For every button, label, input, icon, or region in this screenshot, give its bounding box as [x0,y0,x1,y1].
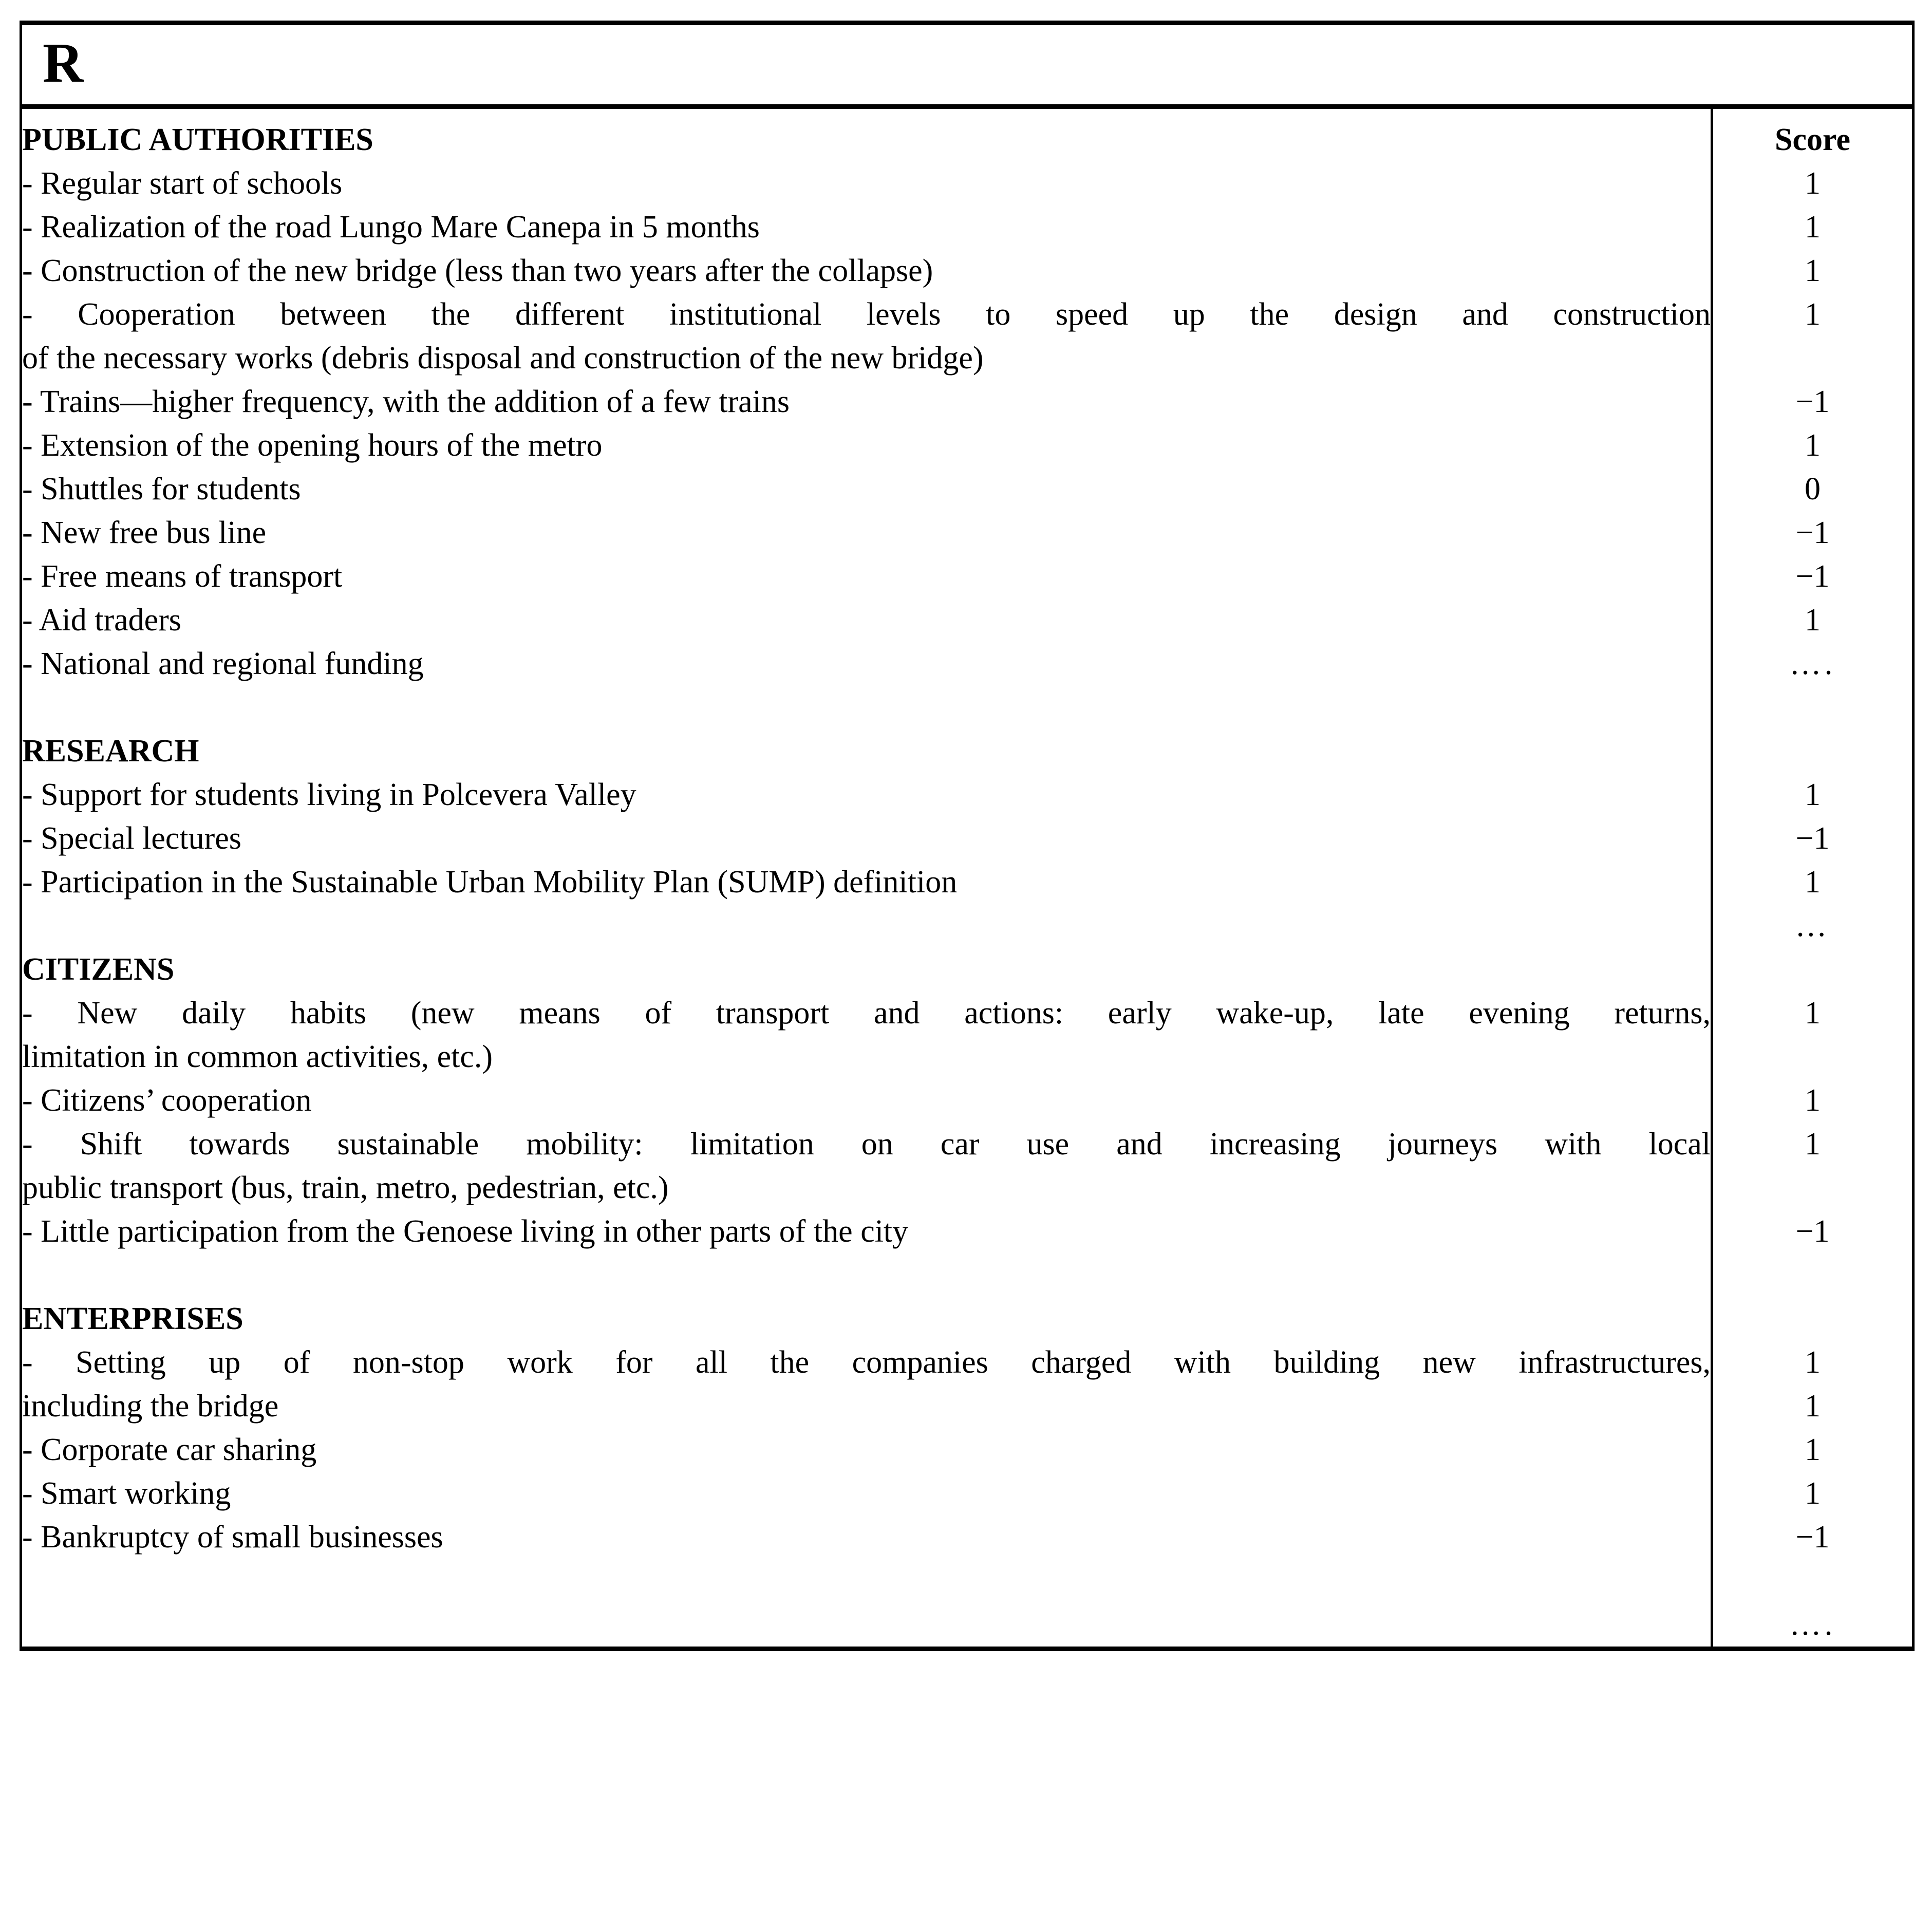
score-value: 1 [1805,777,1821,812]
score-value: 1 [1805,1127,1821,1162]
group-heading-enterprises: ENTERPRISES [22,1301,243,1336]
score-value: −1 [1795,1214,1830,1249]
score-value: 1 [1805,297,1821,332]
group-heading-citizens: CITIZENS [22,952,175,987]
score-value: 1 [1805,253,1821,288]
list-item-line1: - New daily habits (new means of transport and actions: early wake-up, late evening returns, [22,996,1711,1031]
score-blank [1713,1166,1912,1210]
list-item: - Support for students living in Polcevera Valley [22,777,636,812]
list-item: - Free means of transport [22,559,343,594]
list-item-line1: - Cooperation between the different institutional levels to speed up the design and construction [22,297,1711,332]
score-rows [1713,109,1912,1647]
list-item-line1: - Setting up of non-stop work for all the companies charged with building new infrastructures, [22,1345,1711,1380]
list-item-line2: including the bridge [22,1389,279,1424]
list-item: - Corporate car sharing [22,1432,317,1467]
top-padding [22,109,1711,118]
section-spacer [22,1254,1711,1297]
list-item: - New free bus line [22,515,267,550]
list-item: - Special lectures [22,821,241,856]
score-blank [1713,1035,1912,1079]
list-item: - Aid traders [22,603,181,638]
section-spacer [22,686,1711,729]
score-column [1712,107,1914,1649]
list-item: - Citizens’ cooperation [22,1083,312,1118]
section-spacer [22,904,1711,948]
score-blank [1713,336,1912,380]
score-value: −1 [1795,1520,1830,1555]
score-value: 1 [1805,1389,1821,1424]
description-column [21,107,1712,1649]
list-item-line2: limitation in common activities, etc.) [22,1039,493,1074]
list-item: - Extension of the opening hours of the metro [22,428,603,463]
score-value: 1 [1805,1476,1821,1511]
score-value: −1 [1795,821,1830,856]
list-item [22,293,1711,380]
score-value: −1 [1795,515,1830,550]
score-value: 1 [1805,166,1821,201]
list-item: - Trains—higher frequency, with the addition of a few trains [22,384,790,419]
score-value: … [1795,908,1830,943]
group-heading-research: RESEARCH [22,734,199,769]
score-value: 1 [1805,603,1821,638]
score-blank [1713,1559,1912,1603]
table-title-cell [21,23,1914,107]
list-item [22,1123,1711,1210]
list-item: - Participation in the Sustainable Urban Mobility Plan (SUMP) definition [22,865,958,900]
list-item: - Realization of the road Lungo Mare Canepa in 5 months [22,210,760,245]
score-value: …. [1789,1607,1836,1642]
score-value: 1 [1805,1083,1821,1118]
score-blank [1713,948,1912,992]
score-value: 1 [1805,428,1821,463]
score-value: 1 [1805,210,1821,245]
score-value: 1 [1805,1432,1821,1467]
list-item: - Shuttles for students [22,472,301,507]
score-value: 1 [1805,865,1821,900]
stakeholder-score-table [20,21,1915,1651]
list-item: - Bankruptcy of small businesses [22,1520,443,1555]
score-blank [1713,686,1912,729]
table-title-row [21,23,1914,107]
group-heading-public-authorities: PUBLIC AUTHORITIES [22,122,373,157]
list-item-line2: public transport (bus, train, metro, pedestrian, etc.) [22,1170,669,1205]
score-value: 1 [1805,1345,1821,1380]
score-value: 1 [1805,996,1821,1031]
description-rows [22,109,1711,1559]
list-item: - Construction of the new bridge (less than two years after the collapse) [22,253,933,288]
list-item: - Regular start of schools [22,166,343,201]
table-body-row [21,107,1914,1649]
list-item-line2: of the necessary works (debris disposal and construction of the new bridge) [22,341,984,376]
score-value: 0 [1805,472,1821,507]
list-item: - National and regional funding [22,646,424,681]
list-item: - Little participation from the Genoese living in other parts of the city [22,1214,909,1249]
score-column-header: Score [1775,122,1850,157]
top-padding [1713,109,1912,118]
score-value: …. [1789,646,1836,681]
page-title: R [43,31,84,94]
list-item [22,992,1711,1079]
list-item-line1: - Shift towards sustainable mobility: limitation on car use and increasing journeys with local [22,1127,1711,1162]
score-blank [1713,1297,1912,1341]
list-item [22,1341,1711,1428]
score-blank [1713,1254,1912,1297]
score-blank [1713,729,1912,773]
score-value: −1 [1795,559,1830,594]
score-value: −1 [1795,384,1830,419]
list-item: - Smart working [22,1476,231,1511]
